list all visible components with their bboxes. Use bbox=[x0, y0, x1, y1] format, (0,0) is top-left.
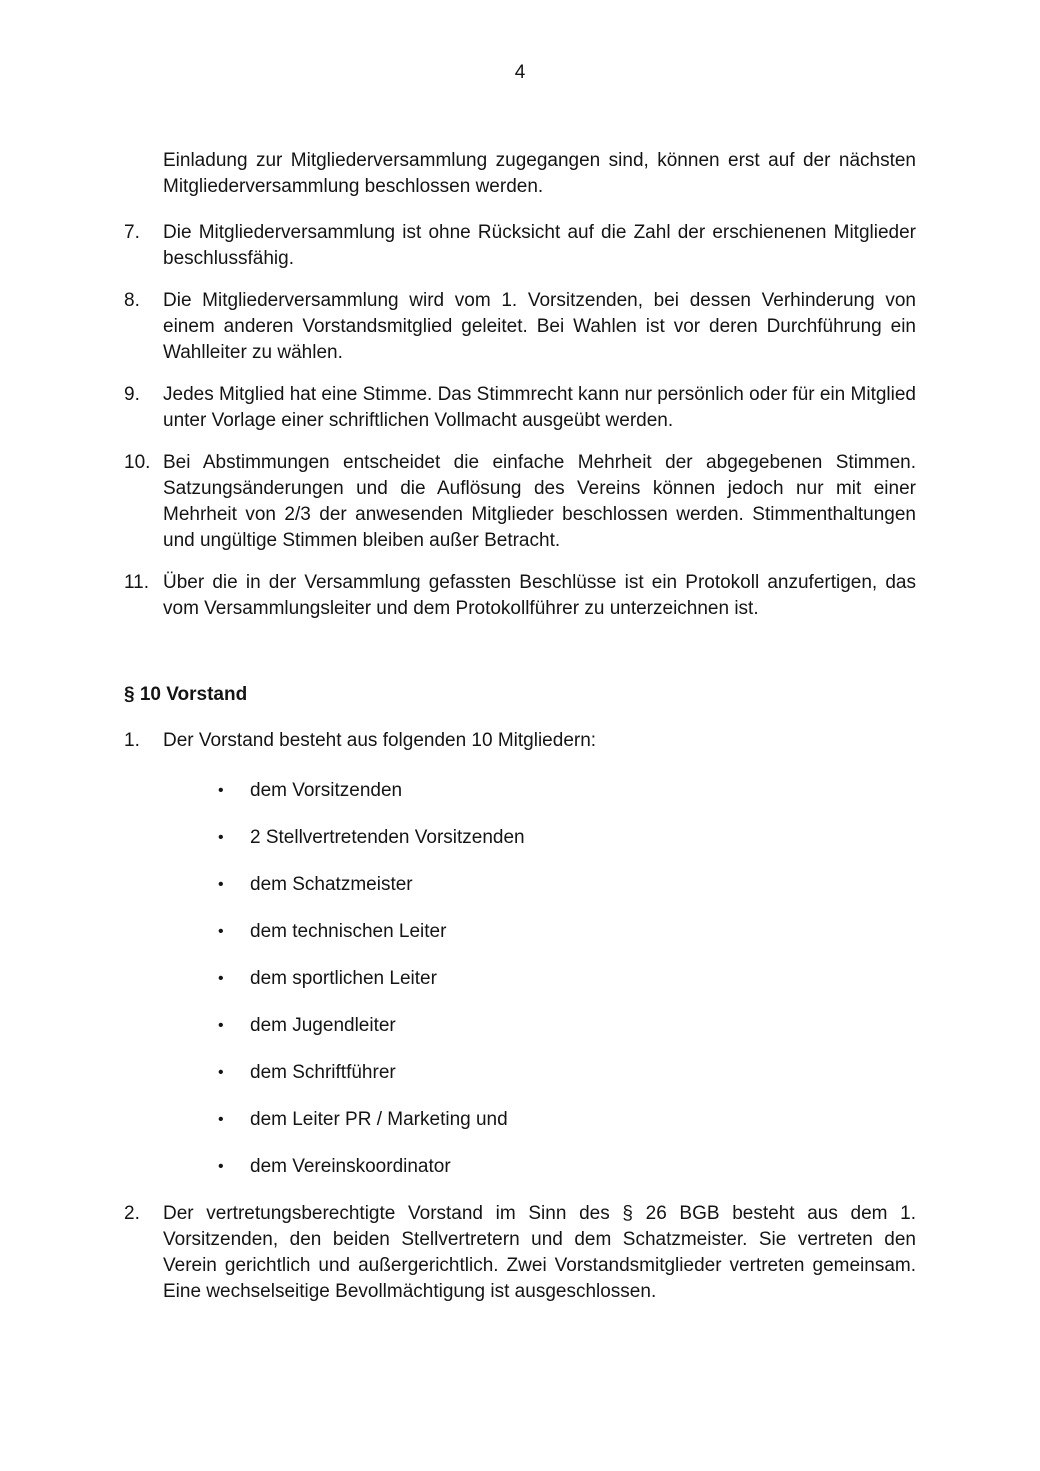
bullet-text: dem Jugendleiter bbox=[250, 1015, 396, 1036]
list-item-number: 7. bbox=[124, 222, 140, 243]
list-item-number: 10. bbox=[124, 452, 151, 473]
list-item-number: 8. bbox=[124, 290, 140, 311]
list-item-text: Die Mitgliederversammlung wird vom 1. Vorsitzenden, bei dessen Verhinderung von einem anderen Vorstandsmitglied geleitet. Bei Wahlen ist vor deren Durchführung ein Wahlleiter zu wählen. bbox=[163, 290, 916, 363]
bullet-icon: • bbox=[218, 970, 224, 987]
bullet-text: dem technischen Leiter bbox=[250, 921, 447, 942]
list-item-text: Bei Abstimmungen entscheidet die einfache Mehrheit der abgegebenen Stimmen. Satzungsänderungen und die Auflösung des Vereins können jedoch nur mit einer Mehrheit von 2/3 der anwesenden Mitglieder beschlossen werden. Stimmenthaltungen und ungültige Stimmen bleiben außer Betracht. bbox=[163, 452, 916, 551]
bullet-text: dem Leiter PR / Marketing und bbox=[250, 1109, 508, 1130]
bullet-icon: • bbox=[218, 923, 224, 940]
list-item-number: 1. bbox=[124, 730, 140, 751]
paragraph-continuation: Einladung zur Mitgliederversammlung zugegangen sind, können erst auf der nächsten Mitgliederversammlung beschlossen werden. bbox=[163, 150, 916, 197]
bullet-icon: • bbox=[218, 829, 224, 846]
bullet-item bbox=[124, 1013, 916, 1039]
bullet-item bbox=[124, 1154, 916, 1180]
bullet-item bbox=[124, 966, 916, 992]
bullet-item bbox=[124, 1107, 916, 1133]
bullet-text: dem Schatzmeister bbox=[250, 874, 413, 895]
list-item-text: Der vertretungsberechtigte Vorstand im Sinn des § 26 BGB besteht aus dem 1. Vorsitzenden, den beiden Stellvertretern und dem Schatzmeister. Sie vertreten den Verein gerichtlich und außergerichtlich. Zwei Vorstandsmitglieder vertreten gemeinsam. Eine wechselseitige Bevollmächtigung ist ausgeschlossen. bbox=[163, 1203, 916, 1302]
list-item-9 bbox=[124, 382, 916, 434]
bullet-icon: • bbox=[218, 1064, 224, 1081]
vorstand-bullet-list bbox=[124, 778, 916, 1180]
list-item-number: 9. bbox=[124, 384, 140, 405]
bullet-text: dem Schriftführer bbox=[250, 1062, 396, 1083]
list-item-number: 11. bbox=[124, 572, 150, 593]
list-item-10 bbox=[124, 450, 916, 554]
bullet-icon: • bbox=[218, 782, 224, 799]
list-item-number: 2. bbox=[124, 1203, 140, 1224]
bullet-text: dem Vorsitzenden bbox=[250, 780, 403, 801]
bullet-item bbox=[124, 825, 916, 851]
bullet-icon: • bbox=[218, 876, 224, 893]
list-item-text: Die Mitgliederversammlung ist ohne Rücksicht auf die Zahl der erschienenen Mitglieder beschlussfähig. bbox=[163, 222, 916, 269]
list-item-text: Über die in der Versammlung gefassten Beschlüsse ist ein Protokoll anzufertigen, das vom Versammlungsleiter und dem Protokollführer zu unterzeichnen ist. bbox=[163, 572, 916, 619]
bullet-text: 2 Stellvertretenden Vorsitzenden bbox=[250, 827, 525, 848]
bullet-text: dem Vereinskoordinator bbox=[250, 1156, 451, 1177]
page-number: 4 bbox=[514, 62, 526, 83]
section-item-1 bbox=[124, 728, 916, 754]
bullet-item bbox=[124, 778, 916, 804]
bullet-icon: • bbox=[218, 1111, 224, 1128]
list-item-8 bbox=[124, 288, 916, 366]
bullet-item bbox=[124, 919, 916, 945]
list-item-7 bbox=[124, 220, 916, 272]
bullet-icon: • bbox=[218, 1158, 224, 1175]
list-item-11 bbox=[124, 570, 916, 622]
bullet-item bbox=[124, 1060, 916, 1086]
section-heading-vorstand: § 10 Vorstand bbox=[124, 684, 248, 705]
bullet-item bbox=[124, 872, 916, 898]
section-item-2 bbox=[124, 1201, 916, 1305]
list-item-text: Der Vorstand besteht aus folgenden 10 Mitgliedern: bbox=[163, 730, 597, 751]
list-item-text: Jedes Mitglied hat eine Stimme. Das Stimmrecht kann nur persönlich oder für ein Mitglied unter Vorlage einer schriftlichen Vollmacht ausgeübt werden. bbox=[163, 384, 916, 431]
bullet-icon: • bbox=[218, 1017, 224, 1034]
bullet-text: dem sportlichen Leiter bbox=[250, 968, 437, 989]
